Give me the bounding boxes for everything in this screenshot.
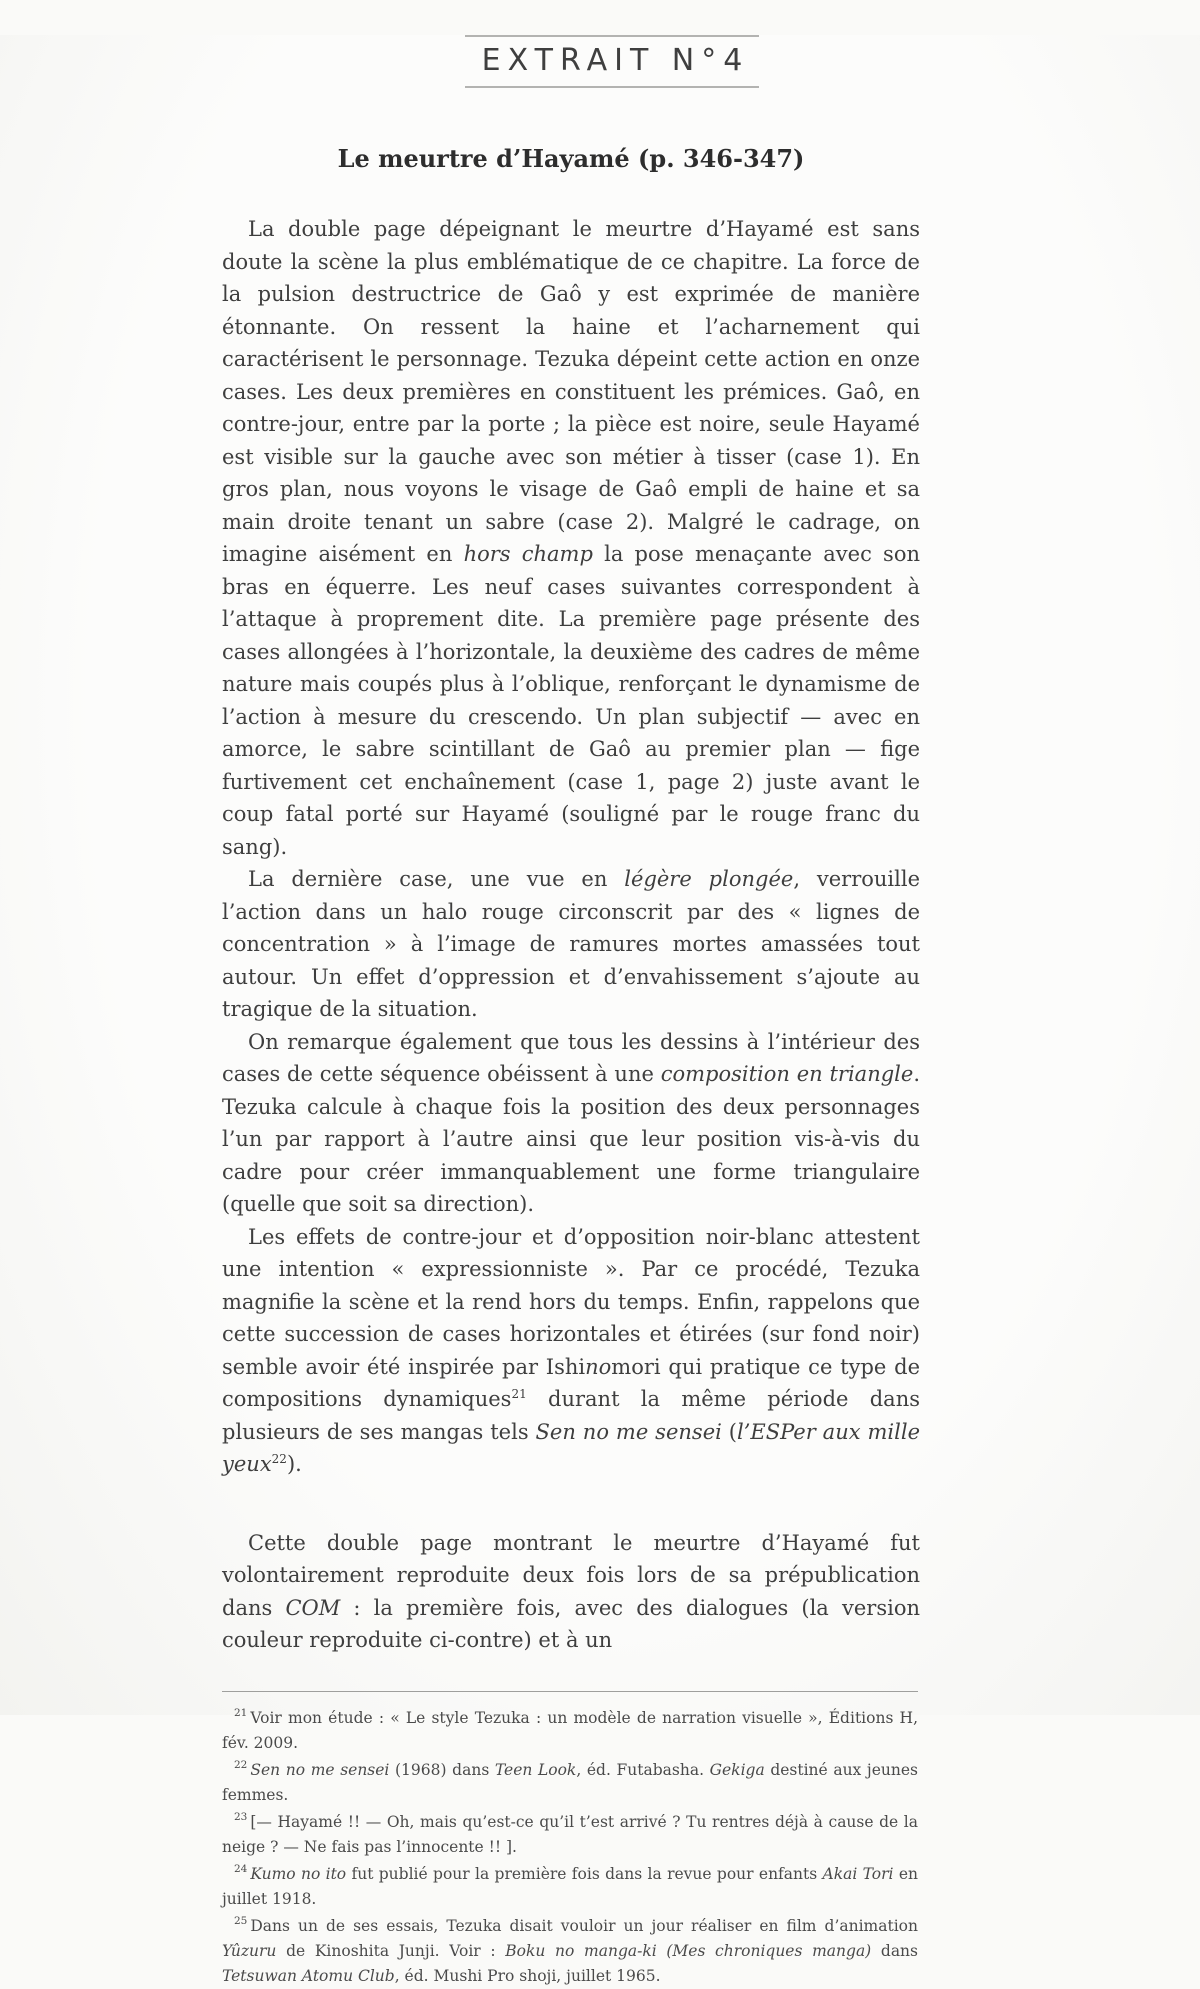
footnote <box>222 1810 918 1860</box>
italic-text-run: Boku no manga-ki (Mes chroniques manga) <box>505 1941 872 1960</box>
footnote <box>222 1862 918 1912</box>
text-run: Cette double page montrant le meurtre d’Hayamé fut volontairement reproduite deux fois lors de sa prépublication dans <box>222 1530 920 1620</box>
page-title: Le meurtre d’Hayamé (p. 346-347) <box>337 144 805 173</box>
text-run: (1968) dans <box>389 1760 495 1779</box>
text-run: : la première fois, avec des dialogues (la version couleur reproduite ci-contre) et à un <box>222 1595 920 1652</box>
paragraph <box>222 1026 920 1221</box>
text-run: La double page dépeignant le meurtre d’Hayamé est sans doute la scène la plus emblématique de ce chapitre. La force de la pulsion destructrice de Gaô y est exprimée de manière étonnante. On ressent la haine et l’acharnement qui caractérisent le personnage. Tezuka dépeint cette action en onze cases. Les deux premières en constituent les prémices. Gaô, en contre-jour, entre par la porte ; la pièce est noire, seule Hayamé est visible sur la gauche avec son métier à tisser (case 1). En gros plan, nous voyons le visage de Gaô empli de haine et sa main droite tenant un sabre (case 2). Malgré le cadrage, on imagine aisément en <box>222 217 920 566</box>
paragraph <box>222 1527 920 1657</box>
text-run: mori qui pratique ce type de compositions dynamiques <box>222 1354 920 1411</box>
book-page <box>0 35 1200 1985</box>
footnote <box>222 1758 918 1808</box>
footnote-number: 24 <box>234 1863 248 1876</box>
footnote-separator <box>222 1691 918 1692</box>
italic-text-run: Teen Look <box>494 1760 577 1779</box>
text-run: en juillet 1918. <box>222 1864 919 1908</box>
paragraph <box>222 213 920 863</box>
text-run: , verrouille l’action dans un halo rouge circonscrit par des « lignes de concentration » à l’image de ramures mortes amassées tout autour. Un effet d’oppression et d’envahissement s’ajoute au tragique de la situation. <box>222 867 920 1021</box>
text-run: Voir mon étude : « Le style Tezuka : un modèle de narration visuelle », Éditions H, fév. 2009. <box>222 1708 918 1752</box>
footnote <box>222 1914 918 1989</box>
italic-text-run: l’ESPer aux mille yeux <box>222 1419 920 1476</box>
text-run: ( <box>721 1419 737 1444</box>
italic-text-run: hors champ <box>463 542 593 566</box>
extract-header-label: EXTRAIT N°4 <box>481 43 750 78</box>
footnotes-list <box>222 1706 918 1989</box>
footnote-ref: 22 <box>271 1452 287 1466</box>
text-run: Dans un de ses essais, Tezuka disait vouloir un jour réaliser en film d’animation <box>250 1916 918 1935</box>
text-run: ). <box>286 1452 302 1476</box>
italic-text-run: composition en triangle <box>660 1062 914 1086</box>
italic-text-run: Tetsuwan Atomu Club <box>222 1966 395 1985</box>
paragraph <box>222 863 920 1026</box>
text-run: [— Hayamé !! — Oh, mais qu’est-ce qu’il t’est arrivé ? Tu rentres déjà à cause de la neige ? — Ne fais pas l’innocente !! ]. <box>222 1812 918 1856</box>
text-run: , éd. Mushi Pro shoji, juillet 1965. <box>394 1966 661 1985</box>
text-run: fut publié pour la première fois dans la revue pour enfants <box>346 1864 823 1883</box>
text-run: . Tezuka calcule à chaque fois la position des deux personnages l’un par rapport à l’autre ainsi que leur position vis-à-vis du cadre pour créer immanquablement une forme triangulaire (quelle que soit sa direction). <box>222 1062 921 1216</box>
footnote-number: 22 <box>234 1759 248 1772</box>
footnote <box>222 1706 918 1756</box>
text-run: La dernière case, une vue en <box>248 867 625 891</box>
italic-text-run: Akai Tori <box>822 1864 894 1883</box>
italic-text-run: légère plongée <box>624 867 794 891</box>
text-run: destiné aux jeunes femmes. <box>222 1760 918 1804</box>
footnote-ref: 21 <box>511 1387 527 1401</box>
footnote-number: 23 <box>234 1811 248 1824</box>
footnote-number: 21 <box>234 1707 248 1720</box>
italic-text-run: no <box>585 1354 612 1379</box>
italic-text-run: Kumo no ito <box>250 1864 347 1883</box>
extract-header <box>465 35 759 88</box>
text-run: Les effets de contre-jour et d’opposition noir-blanc attestent une intention « expressionniste ». Par ce procédé, Tezuka magnifie la scène et la rend hors du temps. Enfin, rappelons que cette succession de cases horizontales et étirées (sur fond noir) semble avoir été inspirée par Ishi <box>222 1224 920 1379</box>
text-run: de Kinoshita Junji. Voir : <box>276 1941 506 1960</box>
footnote-number: 25 <box>234 1915 248 1928</box>
text-run: On remarque également que tous les dessins à l’intérieur des cases de cette séquence obéissent à une <box>222 1029 920 1086</box>
paragraph <box>222 1221 920 1481</box>
text-run: dans <box>871 1941 918 1960</box>
text-run: la pose menaçante avec son bras en équerre. Les neuf cases suivantes correspondent à l’attaque à proprement dite. La première page présente des cases allongées à l’horizontale, la deuxième des cadres de même nature mais coupés plus à l’oblique, renforçant le dynamisme de l’action à mesure du crescendo. Un plan subjectif — avec en amorce, le sabre scintillant de Gaô au premier plan — fige furtivement cet enchaînement (case 1, page 2) juste avant le coup fatal porté sur Hayamé (souligné par le rouge franc du sang). <box>222 542 920 859</box>
italic-text-run: COM <box>285 1595 341 1620</box>
text-run: durant la même période dans plusieurs de ses mangas tels <box>222 1387 920 1444</box>
italic-text-run: Sen no me sensei <box>250 1760 390 1779</box>
text-run: , éd. Futabasha. <box>576 1760 710 1779</box>
italic-text-run: Yûzuru <box>222 1941 277 1960</box>
italic-text-run: Sen no me sensei <box>535 1419 722 1444</box>
italic-text-run: Gekiga <box>709 1760 765 1779</box>
body-text <box>222 213 920 1657</box>
